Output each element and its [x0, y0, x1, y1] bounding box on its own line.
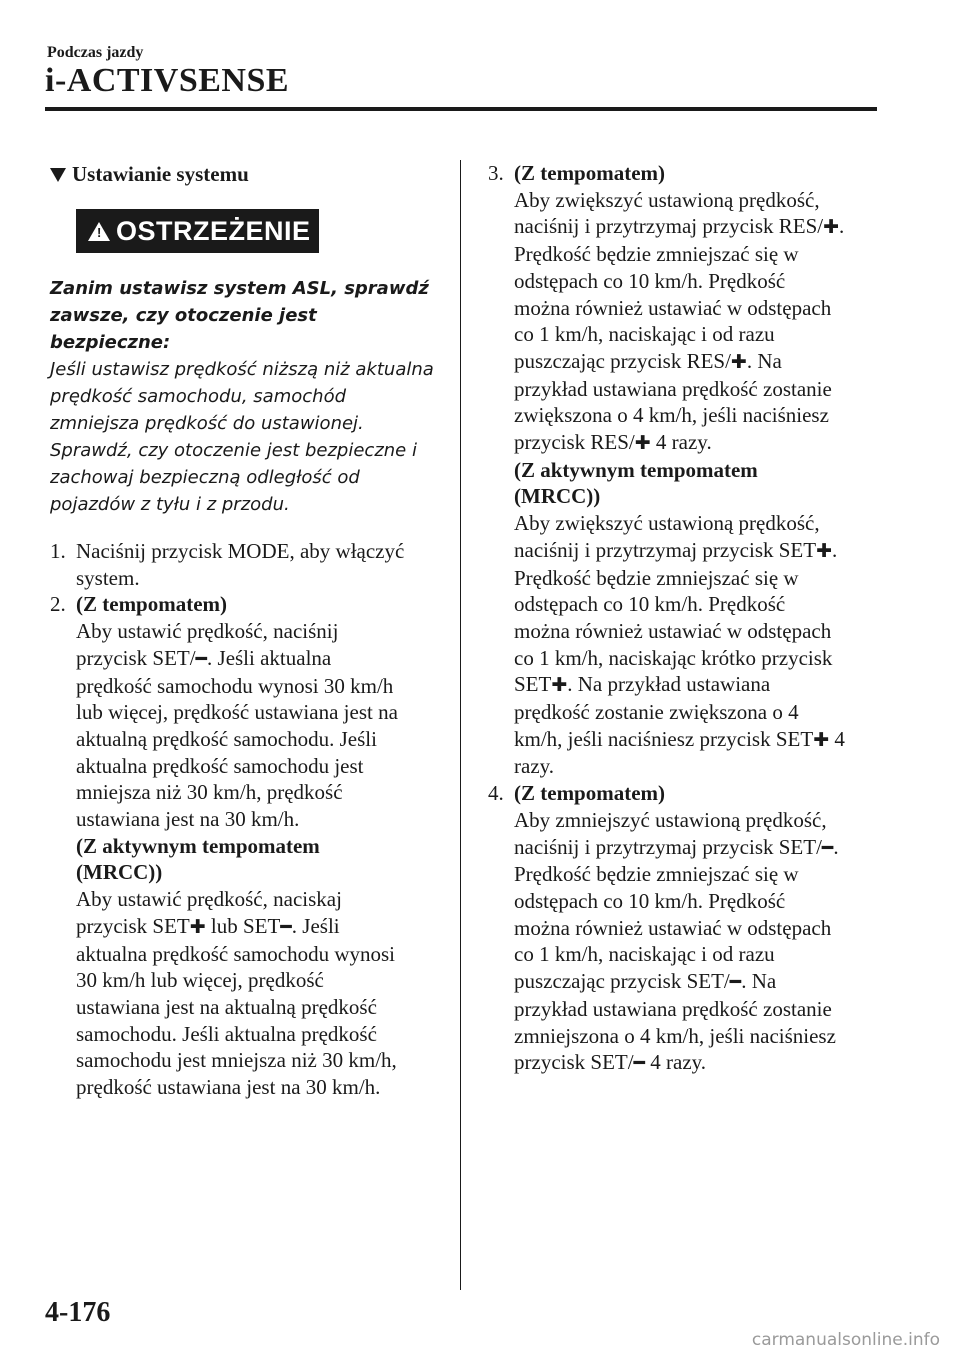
step-line: km/h, jeśli naciśniesz przycisk SET✚ 4 — [514, 726, 845, 751]
step-line: Prędkość będzie zmniejszać się w — [514, 242, 799, 267]
step-line: naciśnij i przytrzymaj przycisk SET✚. — [514, 537, 838, 562]
step-line: aktualną prędkość samochodu. Jeśli — [76, 726, 377, 751]
header-section: Podczas jazdy — [47, 44, 144, 61]
step-line: co 1 km/h, naciskając i od razu — [514, 942, 775, 967]
step-line: Aby ustawić prędkość, naciśnij — [76, 619, 339, 644]
plus-icon: ✚ — [816, 539, 833, 562]
step-line: można również ustawiać w odstępach — [514, 295, 832, 320]
step-line: samochodu jest mniejsza niż 30 km/h, — [76, 1048, 397, 1073]
step-line: przycisk SET/━. Jeśli aktualna — [76, 645, 332, 670]
warning-line: zachowaj bezpieczną odległość od — [50, 467, 360, 488]
step-line: 30 km/h lub więcej, prędkość — [76, 968, 324, 993]
warning-line: prędkość samochodu, samochód — [50, 386, 347, 407]
step-line: SET✚. Na przykład ustawiana — [514, 672, 771, 697]
section-heading-text: Ustawianie systemu — [72, 162, 249, 186]
header-rule — [45, 107, 877, 111]
step-line: mniejsza niż 30 km/h, prędkość — [76, 780, 343, 805]
warning-line: Jeśli ustawisz prędkość niższą niż aktualna — [50, 359, 434, 380]
page-title: i-ACTIVSENSE — [45, 62, 290, 99]
step-4 — [488, 780, 888, 1077]
step-line: przycisk SET/━ 4 razy. — [514, 1050, 707, 1075]
step-line: razy. — [514, 754, 555, 779]
warning-label: OSTRZEŻENIE — [116, 215, 311, 246]
minus-icon: ━ — [195, 647, 208, 670]
step-line: przycisk RES/✚ 4 razy. — [514, 430, 712, 455]
step-line: przykład ustawiana prędkość zostanie — [514, 996, 832, 1021]
step-line: przycisk SET✚ lub SET━. Jeśli — [76, 913, 340, 938]
step-line: co 1 km/h, naciskając i od razu — [514, 322, 775, 347]
warning-line: Sprawdź, czy otoczenie jest bezpieczne i — [50, 440, 417, 461]
section-heading — [50, 162, 435, 187]
step-line: można również ustawiać w odstępach — [514, 915, 832, 940]
left-column — [50, 160, 435, 1101]
plus-icon: ✚ — [823, 216, 840, 239]
step-line: odstępach co 10 km/h. Prędkość — [514, 888, 786, 913]
column-divider — [460, 160, 461, 1290]
watermark: carmanualsonline.info — [751, 1330, 940, 1350]
step-number: 3. — [488, 161, 504, 185]
right-column — [488, 160, 888, 1077]
step-line: prędkość zostanie zwiększona o 4 — [514, 700, 799, 725]
step-line: Aby zwiększyć ustawioną prędkość, — [514, 187, 820, 212]
step-line: system. — [76, 565, 140, 590]
step-line: Prędkość będzie zmniejszać się w — [514, 565, 799, 590]
step-line: lub więcej, prędkość ustawiana jest na — [76, 700, 398, 725]
step-2 — [50, 591, 435, 1100]
step-number: 4. — [488, 781, 504, 806]
minus-icon: ━ — [280, 915, 292, 938]
step-subheading: (MRCC)) — [514, 484, 601, 509]
step-line: zwiększona o 4 km/h, jeśli naciśniesz — [514, 403, 829, 428]
step-line: naciśnij i przytrzymaj przycisk SET/━. — [514, 834, 839, 859]
minus-icon: ━ — [821, 836, 834, 859]
step-line: puszczając przycisk RES/✚. Na — [514, 348, 782, 373]
plus-icon: ✚ — [189, 915, 206, 938]
step-line: można również ustawiać w odstępach — [514, 618, 832, 643]
step-subheading: (Z tempomatem) — [514, 161, 666, 185]
step-line: aktualna prędkość samochodu wynosi — [76, 941, 396, 966]
step-line: Aby zwiększyć ustawioną prędkość, — [514, 511, 820, 536]
step-line: co 1 km/h, naciskając krótko przycisk — [514, 645, 833, 670]
plus-icon: ✚ — [551, 674, 568, 697]
step-line: aktualna prędkość samochodu jest — [76, 753, 364, 778]
step-3 — [488, 160, 888, 780]
step-line: samochodu. Jeśli aktualna prędkość — [76, 1021, 377, 1046]
minus-icon: ━ — [729, 971, 742, 994]
step-number: 2. — [50, 592, 66, 617]
step-line: prędkość samochodu wynosi 30 km/h — [76, 673, 394, 698]
step-subheading: (Z aktywnym tempomatem — [76, 833, 320, 858]
warning-line: zmniejsza prędkość do ustawionej. — [50, 413, 364, 434]
step-line: Naciśnij przycisk MODE, aby włączyć — [76, 539, 405, 563]
step-subheading: (Z tempomatem) — [514, 781, 666, 806]
step-subheading: (MRCC)) — [76, 860, 163, 885]
plus-icon: ✚ — [813, 728, 830, 751]
warning-text — [50, 275, 435, 518]
minus-icon: ━ — [633, 1052, 646, 1075]
step-line: naciśnij i przytrzymaj przycisk RES/✚. — [514, 214, 845, 239]
step-line: Aby ustawić prędkość, naciskaj — [76, 887, 342, 912]
warning-line: pojazdów z tyłu i z przodu. — [50, 494, 290, 515]
step-line: ustawiana jest na aktualną prędkość — [76, 994, 377, 1019]
step-line: odstępach co 10 km/h. Prędkość — [514, 592, 786, 617]
page-number: 4-176 — [45, 1297, 111, 1328]
step-line: Prędkość będzie zmniejszać się w — [514, 862, 799, 887]
step-number: 1. — [50, 539, 66, 563]
plus-icon: ✚ — [634, 432, 651, 455]
warning-icon: ! — [88, 222, 110, 241]
warning-banner — [76, 209, 319, 253]
warning-lead-1: Zanim ustawisz system ASL, sprawdź — [50, 278, 429, 299]
step-line: puszczając przycisk SET/━. Na — [514, 969, 777, 994]
step-line: przykład ustawiana prędkość zostanie — [514, 376, 832, 401]
step-line: prędkość ustawiana jest na 30 km/h. — [76, 1075, 381, 1100]
step-1 — [50, 538, 435, 591]
step-line: Aby zmniejszyć ustawioną prędkość, — [514, 807, 827, 832]
step-line: ustawiana jest na 30 km/h. — [76, 807, 300, 832]
step-subheading: (Z aktywnym tempomatem — [514, 457, 758, 482]
step-line: zmniejszona o 4 km/h, jeśli naciśniesz — [514, 1023, 836, 1048]
step-subheading: (Z tempomatem) — [76, 592, 228, 617]
triangle-down-icon — [50, 168, 66, 182]
warning-lead-2: zawsze, czy otoczenie jest bezpieczne: — [50, 305, 317, 353]
plus-icon: ✚ — [730, 350, 747, 373]
step-line: odstępach co 10 km/h. Prędkość — [514, 268, 786, 293]
